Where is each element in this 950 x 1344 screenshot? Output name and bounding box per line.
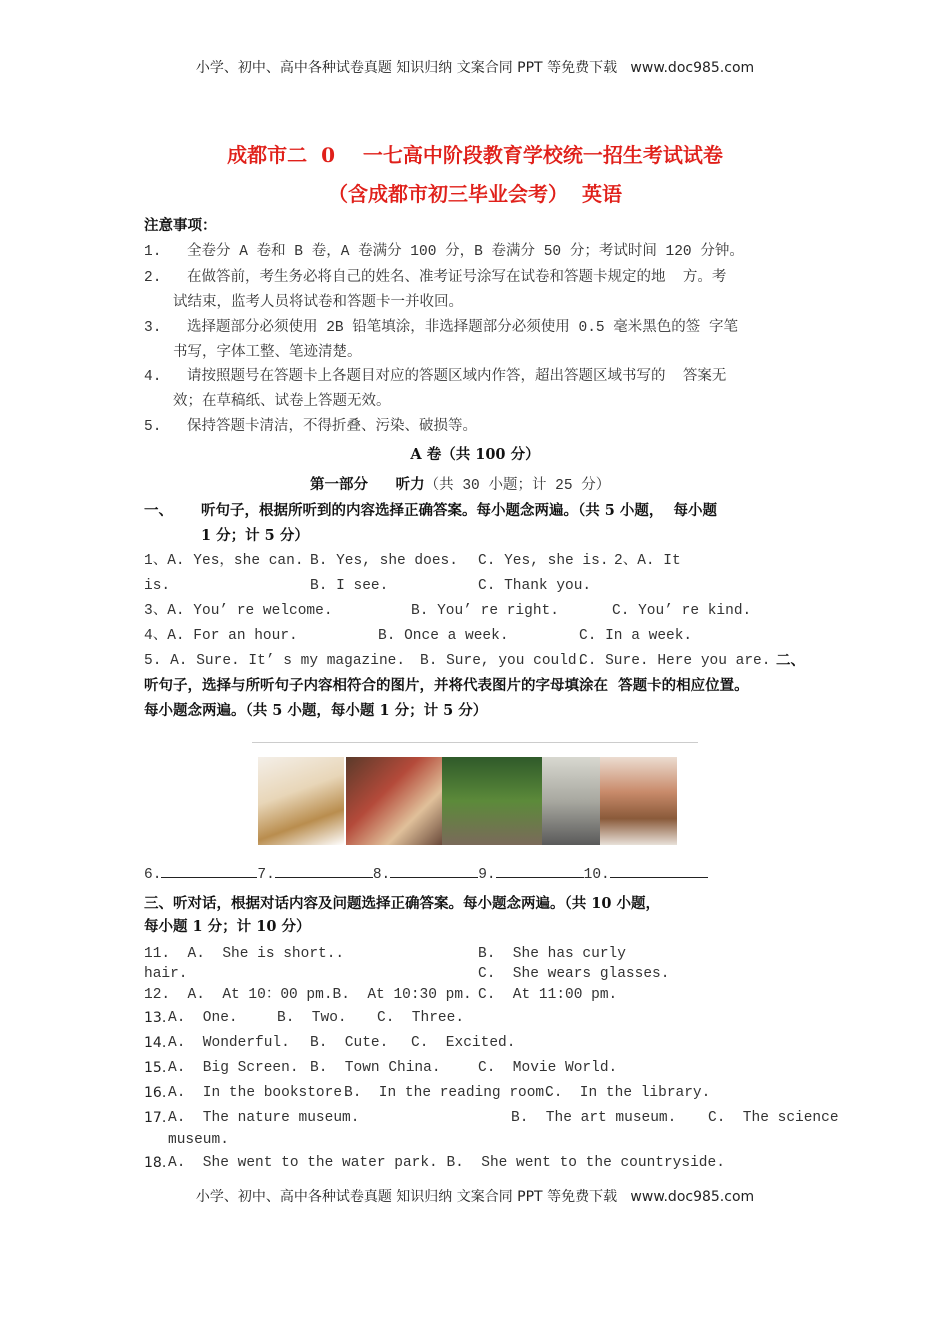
q1-option-b: B. Yes, she does. — [310, 553, 458, 569]
blank-label-7: 7. — [257, 867, 275, 883]
q13-num: 13. — [144, 1010, 167, 1026]
q15-option-b: B. Town China. — [310, 1060, 441, 1076]
section1-instructions: 听句子，根据所听到的内容选择正确答案。每小题念两遍。（共 5 小题， 每小题 — [201, 502, 718, 519]
q12-options-ab: 12. A. At 10：00 pm.B. At 10:30 pm. — [144, 987, 472, 1003]
note-num: 4. — [144, 369, 162, 385]
page-footer: 小学、初中、高中各种试卷真题 知识归纳 文案合同 PPT 等免费下载 www.doc985.com — [195, 1189, 755, 1205]
paper-a-heading: A 卷（共 100 分） — [410, 446, 540, 463]
part1-name: 听力 — [395, 476, 425, 493]
part1-heading — [310, 475, 610, 496]
q3-option-b: B. You’ re right. — [411, 603, 559, 619]
note-text: 在做答前，考生务必将自己的姓名、准考证号涂写在试卷和答题卡规定的地 方。考 — [187, 270, 727, 286]
exam-title: 成都市二 0 一七高中阶段教育学校统一招生考试试卷 — [227, 143, 723, 167]
q5-option-b: B. Sure, you could. — [420, 653, 586, 669]
blank-label-8: 8. — [372, 867, 391, 883]
blank-label-6: 6. — [144, 867, 162, 883]
picture-park — [442, 757, 542, 845]
section2-instructions-cont: 每小题念两遍。（共 5 小题，每小题 1 分；计 5 分） — [144, 702, 488, 719]
q12-option-c: C. At 11:00 pm. — [478, 987, 618, 1003]
q2-option-c: C. Thank you. — [478, 578, 592, 594]
section3-instructions: 三、听对话，根据对话内容及问题选择正确答案。每小题念两遍。（共 10 小题， — [144, 895, 661, 912]
exam-subtitle: （含成都市初三毕业会考） 英语 — [328, 182, 622, 206]
picture-audience — [346, 757, 442, 845]
picture-sad-girl — [542, 757, 600, 845]
q15-option-a: A. Big Screen. — [168, 1060, 299, 1076]
blank-9[interactable] — [496, 863, 584, 878]
section1-num: 一、 — [144, 502, 173, 519]
q16-option-c: C. In the library. — [545, 1085, 711, 1101]
q3-option-c: C. You’ re kind. — [612, 603, 752, 619]
answer-blanks — [144, 863, 708, 885]
q2-option-a-cont: is. — [144, 578, 171, 594]
q14-num: 14. — [144, 1035, 167, 1051]
q16-option-b: B. In the reading room. — [344, 1085, 553, 1101]
note-text: 保持答题卡清洁，不得折叠、污染、破损等。 — [187, 419, 477, 435]
q11-option-a: 11. A. She is short.. — [144, 946, 345, 962]
q14-option-c: C. Excited. — [411, 1035, 516, 1051]
q4-option-c: C. In a week. — [579, 628, 693, 644]
note-text: 选择题部分必须使用 2B 铅笔填涂，非选择题部分必须使用 0.5 毫米黑色的签 字笔 — [187, 320, 739, 336]
q13-option-a: A. One. — [168, 1010, 238, 1026]
q15-num: 15. — [144, 1060, 167, 1076]
q4-option-b: B. Once a week. — [378, 628, 509, 644]
q5-option-c: C. Sure. Here you are. — [579, 653, 771, 669]
q1-option-a: 1、A. Yes，she can. — [144, 553, 304, 569]
q3-option-a: 3、A. You’ re welcome. — [144, 603, 333, 619]
q13-option-b: B. Two. — [277, 1010, 347, 1026]
part1-label: 第一部分 — [310, 476, 368, 493]
picture-ice-cream — [600, 757, 677, 845]
note-text: 全卷分 A 卷和 B 卷，A 卷满分 100 分，B 卷满分 50 分；考试时间 120 分钟。 — [187, 244, 744, 260]
note-num: 3. — [144, 320, 162, 336]
q16-option-a: A. In the bookstore. — [168, 1085, 351, 1101]
q5-option-a: 5. A. Sure. It’ s my magazine. — [144, 653, 406, 669]
blank-8[interactable] — [390, 863, 478, 878]
section3-instructions-cont: 每小题 1 分；计 10 分） — [144, 918, 311, 935]
note-num: 2. — [144, 270, 162, 286]
notes-heading: 注意事项： — [144, 217, 217, 234]
q17-option-c: C. The science — [708, 1110, 839, 1126]
q11-option-c: C. She wears glasses. — [478, 966, 670, 982]
blank-7[interactable] — [275, 863, 373, 878]
blank-label-9: 9. — [478, 867, 496, 883]
section1-instructions-cont: 1 分；计 5 分） — [201, 527, 309, 544]
q1-option-c: C. Yes, she is. — [478, 553, 609, 569]
blank-6[interactable] — [161, 863, 257, 878]
note-num: 1. — [144, 244, 162, 260]
page-header: 小学、初中、高中各种试卷真题 知识归纳 文案合同 PPT 等免费下载 www.doc985.com — [195, 60, 755, 76]
q14-option-b: B. Cute. — [310, 1035, 389, 1051]
picture-strip — [252, 742, 698, 851]
q2-option-b: B. I see. — [310, 578, 389, 594]
q4-option-a: 4、A. For an hour. — [144, 628, 298, 644]
q11-option-b: B. She has curly — [478, 946, 626, 962]
note-text-cont: 书写，字体工整、笔迹清楚。 — [173, 345, 362, 361]
q17-option-b: B. The art museum. — [511, 1110, 677, 1126]
q16-num: 16. — [144, 1085, 167, 1101]
picture-guitar-player — [258, 757, 344, 845]
q17-num: 17. — [144, 1110, 167, 1126]
note-num: 5. — [144, 419, 162, 435]
section2-instructions: 听句子，选择与所听句子内容相符合的图片，并将代表图片的字母填涂在 答题卡的相应位置。 — [144, 677, 749, 694]
q2-option-a: 2、A. It — [614, 553, 681, 569]
note-text-cont: 效；在草稿纸、试卷上答题无效。 — [173, 394, 391, 410]
section2-num: 二、 — [776, 652, 805, 669]
blank-label-10: 10. — [583, 867, 610, 883]
note-text: 请按照题号在答题卡上各题目对应的答题区域内作答，超出答题区域书写的 答案无 — [187, 369, 727, 385]
note-text-cont: 试结束，监考人员将试卷和答题卡一并收回。 — [173, 295, 463, 311]
q18-num: 18. — [144, 1155, 167, 1171]
q18-options: A. She went to the water park. B. She went to the countryside. — [168, 1155, 725, 1171]
q13-option-c: C. Three. — [377, 1010, 465, 1026]
q17-option-a: A. The nature museum. — [168, 1110, 360, 1126]
q11-option-b-cont: hair. — [144, 966, 188, 982]
q15-option-c: C. Movie World. — [478, 1060, 618, 1076]
q17-option-c-cont: museum. — [168, 1132, 229, 1148]
q14-option-a: A. Wonderful. — [168, 1035, 290, 1051]
blank-10[interactable] — [610, 863, 708, 878]
part1-detail: （共 30 小题；计 25 分） — [424, 478, 611, 494]
